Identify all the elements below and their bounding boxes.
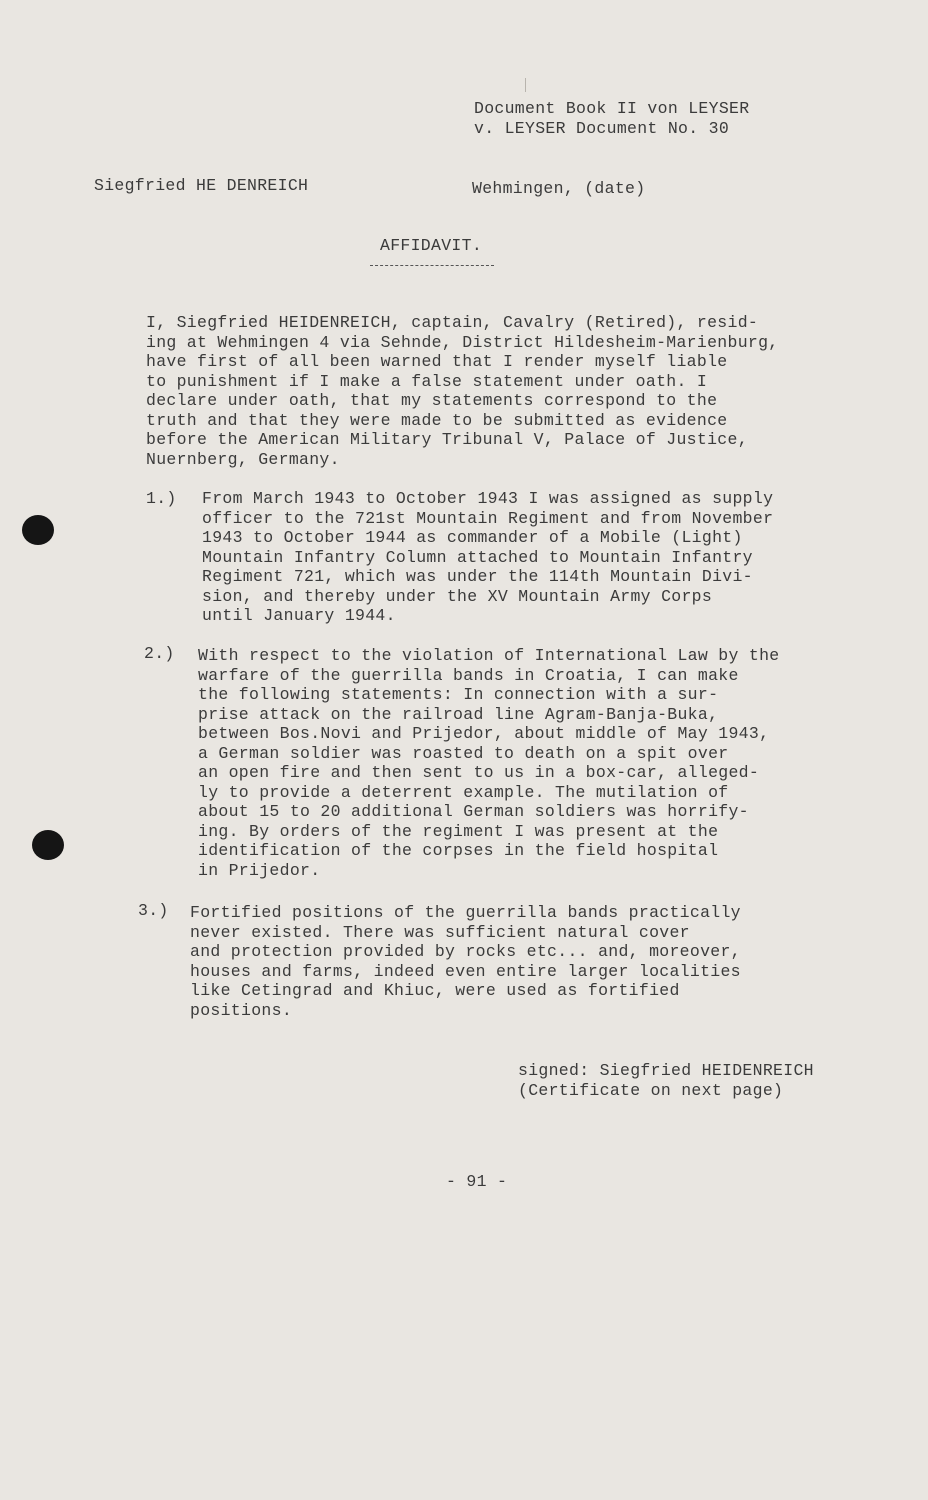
punch-hole — [22, 515, 54, 545]
item-number: 1.) — [146, 489, 177, 508]
item-number: 3.) — [138, 901, 169, 920]
document-title: AFFIDAVIT. — [380, 236, 483, 255]
place-and-date: Wehmingen, (date) — [472, 179, 646, 198]
paper-fold-mark — [525, 78, 526, 92]
item-text: Fortified positions of the guerrilla bands practically never existed. There was sufficient natural cover and protection provided by rocks etc... and, moreover, houses and farms, indeed even entire larger localities like Cetingrad and Khiuc, were used as fortified positions. — [190, 903, 741, 1020]
page-number: - 91 - — [446, 1172, 508, 1191]
title-underline — [370, 265, 494, 266]
item-number: 2.) — [144, 644, 175, 663]
item-text: From March 1943 to October 1943 I was assigned as supply officer to the 721st Mountain Regiment and from November 1943 to October 1944 as commander of a Mobile (Light) Mountain Infantry Column attached to Mountain Infantry Regiment 721, which was under the 114th Mountain Divi- sion, and thereby under the XV Mountain Army Corps until January 1944. — [202, 489, 774, 625]
signature-block: signed: Siegfried HEIDENREICH (Certificate on next page) — [518, 1061, 814, 1100]
item-text: With respect to the violation of International Law by the warfare of the guerrilla bands in Croatia, I can make the following statements: In connection with a sur- prise attack on the railroad line Agram-Banja-Buka, between Bos.Novi and Prijedor, about middle of May 1943, a German soldier was roasted to death on a spit over an open fire and then sent to us in a box-car, alleged- ly to provide a deterrent example. The mutilation of about 15 to 20 additional German soldiers was horrify- ing. By orders of the regiment I was present at the identification of the corpses in the field hospital in Prijedor. — [198, 646, 780, 880]
document-reference: Document Book II von LEYSER v. LEYSER Document No. 30 — [474, 99, 750, 138]
intro-paragraph: I, Siegfried HEIDENREICH, captain, Cavalry (Retired), resid- ing at Wehmingen 4 via Sehnde, District Hildesheim-Marienburg, have first of all been warned that I render myself liable to punishment if I make a false statement under oath. I declare under oath, that my statements correspond to the truth and that they were made to be submitted as evidence before the American Military Tribunal V, Palace of Justice, Nuernberg, Germany. — [146, 313, 779, 469]
punch-hole — [32, 830, 64, 860]
affiant-name: Siegfried HE DENREICH — [94, 176, 309, 195]
